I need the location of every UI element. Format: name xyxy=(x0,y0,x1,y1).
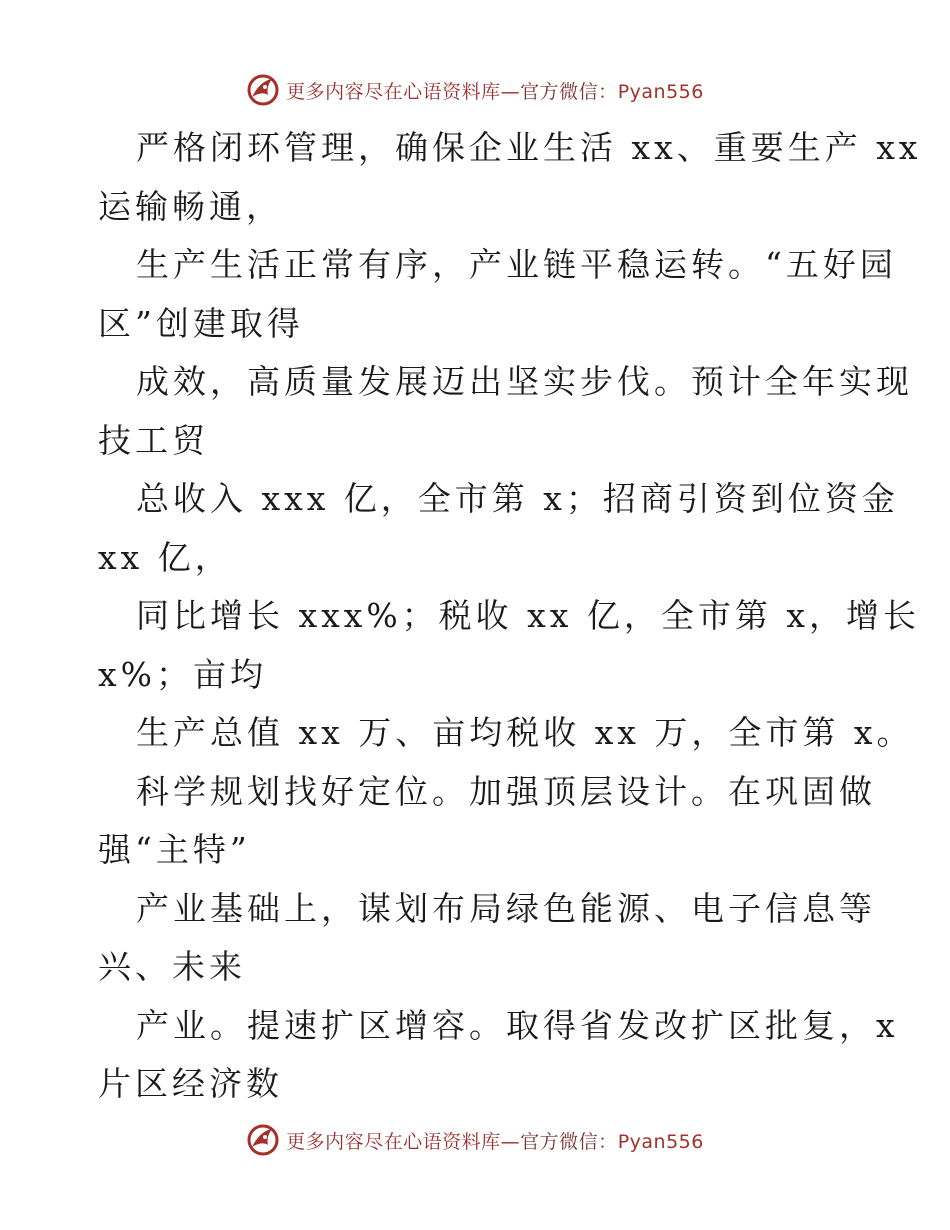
footer-banner-text xyxy=(286,1127,704,1154)
body-line: 成效，高质量发展迈出坚实步伐。预计全年实现 xyxy=(136,362,913,401)
separator: — xyxy=(500,80,521,103)
wechat-label: 官方微信： xyxy=(520,80,618,103)
wechat-id: Pyan556 xyxy=(617,1130,704,1153)
body-line: 生产总值 xx 万、亩均税收 xx 万，全市第 x。 xyxy=(136,713,914,752)
body-line: 兴、未来 xyxy=(98,947,246,986)
document-body xyxy=(98,119,922,1114)
body-line: xx 亿， xyxy=(98,537,232,577)
body-line: 产业。提速扩区增容。取得省发改扩区批复，x xyxy=(136,1005,899,1045)
brand-text: 更多内容尽在心语资料库 xyxy=(286,1130,501,1153)
body-line: 产业基础上，谋划布局绿色能源、电子信息等 xyxy=(136,888,876,928)
header-banner-text xyxy=(286,77,704,104)
pen-nib-logo-icon xyxy=(246,73,280,107)
pen-nib-logo-icon xyxy=(246,1123,280,1157)
body-line: 运输畅通， xyxy=(98,186,283,226)
wechat-label: 官方微信： xyxy=(520,1130,618,1153)
body-line: 片区经济数 xyxy=(98,1064,283,1103)
body-line: 生产生活正常有序，产业链平稳运转。“五好园 xyxy=(136,245,897,284)
body-line: 严格闭环管理，确保企业生活 xx、重要生产 xx xyxy=(136,128,922,167)
wechat-id: Pyan556 xyxy=(617,80,704,103)
body-line: 总收入 xxx 亿，全市第 x；招商引资到位资金 xyxy=(136,479,899,518)
body-line: 强“主特” xyxy=(98,830,251,869)
body-line: 同比增长 xxx%；税收 xx 亿，全市第 x，增长 xyxy=(136,596,920,635)
brand-text: 更多内容尽在心语资料库 xyxy=(286,80,501,103)
body-line: x%；亩均 xyxy=(98,654,267,694)
header-banner xyxy=(0,70,950,110)
footer-banner xyxy=(0,1120,950,1160)
body-line: 科学规划找好定位。加强顶层设计。在巩固做 xyxy=(136,771,876,811)
body-line: 区”创建取得 xyxy=(98,303,304,343)
body-line: 技工贸 xyxy=(98,420,209,460)
separator: — xyxy=(500,1130,521,1153)
